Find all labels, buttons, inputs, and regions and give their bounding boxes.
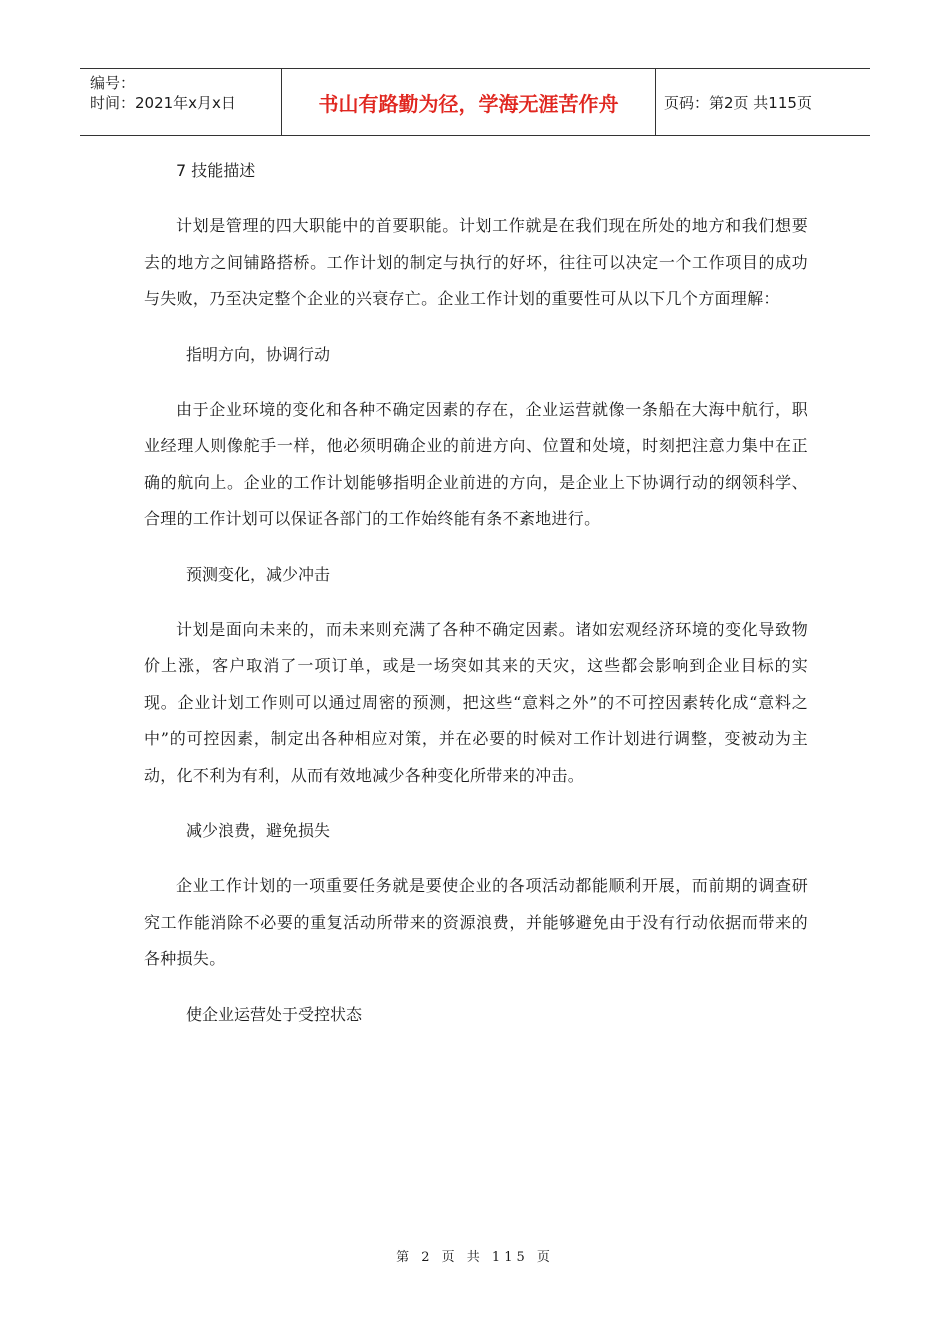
- paragraph-direction: 由于企业环境的变化和各种不确定因素的存在，企业运营就像一条船在大海中航行，职业经理人则像舵手一样，他必须明确企业的前进方向、位置和处境，时刻把注意力集中在正确的航向上。企业的工作计划能够指明企业前进的方向，是企业上下协调行动的纲领科学、合理的工作计划可以保证各部门的工作始终能有条不紊地进行。: [144, 399, 808, 528]
- header-motto: 书山有路勤为径，学海无涯苦作舟: [282, 69, 656, 135]
- subheading-direction: 指明方向，协调行动: [186, 344, 331, 364]
- page-header: [80, 68, 870, 136]
- page-footer: 第 2 页 共 115 页: [396, 1250, 554, 1265]
- number-label: 编号：: [90, 74, 136, 92]
- date-label: 时间：2021年x月x日: [90, 94, 236, 112]
- paragraph-waste: 企业工作计划的一项重要任务就是要使企业的各项活动都能顺利开展，而前期的调查研究工作能消除不必要的重复活动所带来的资源浪费，并能够避免由于没有行动依据而带来的各种损失。: [144, 876, 808, 968]
- document-body: [144, 148, 808, 1052]
- header-page-info: 页码：第2页 共115页: [664, 93, 812, 112]
- section-title: 7 技能描述: [176, 161, 256, 180]
- subheading-forecast: 预测变化，减少冲击: [186, 564, 331, 584]
- subheading-control: 使企业运营处于受控状态: [186, 1004, 363, 1024]
- paragraph-forecast: 计划是面向未来的，而未来则充满了各种不确定因素。诸如宏观经济环境的变化导致物价上涨，客户取消了一项订单，或是一场突如其来的天灾，这些都会影响到企业目标的实现。企业计划工作则可以通过周密的预测，把这些“意料之外”的不可控因素转化成“意料之中”的可控因素，制定出各种相应对策，并在必要的时候对工作计划进行调整，变被动为主动，化不利为有利，从而有效地减少各种变化所带来的冲击。: [144, 619, 808, 785]
- subheading-waste: 减少浪费，避免损失: [186, 821, 331, 840]
- intro-paragraph: 计划是管理的四大职能中的首要职能。计划工作就是在我们现在所处的地方和我们想要去的地方之间铺路搭桥。工作计划的制定与执行的好坏，往往可以决定一个工作项目的成功与失败，乃至决定整个企业的兴衰存亡。企业工作计划的重要性可从以下几个方面理解：: [144, 216, 808, 308]
- header-meta: [80, 69, 282, 135]
